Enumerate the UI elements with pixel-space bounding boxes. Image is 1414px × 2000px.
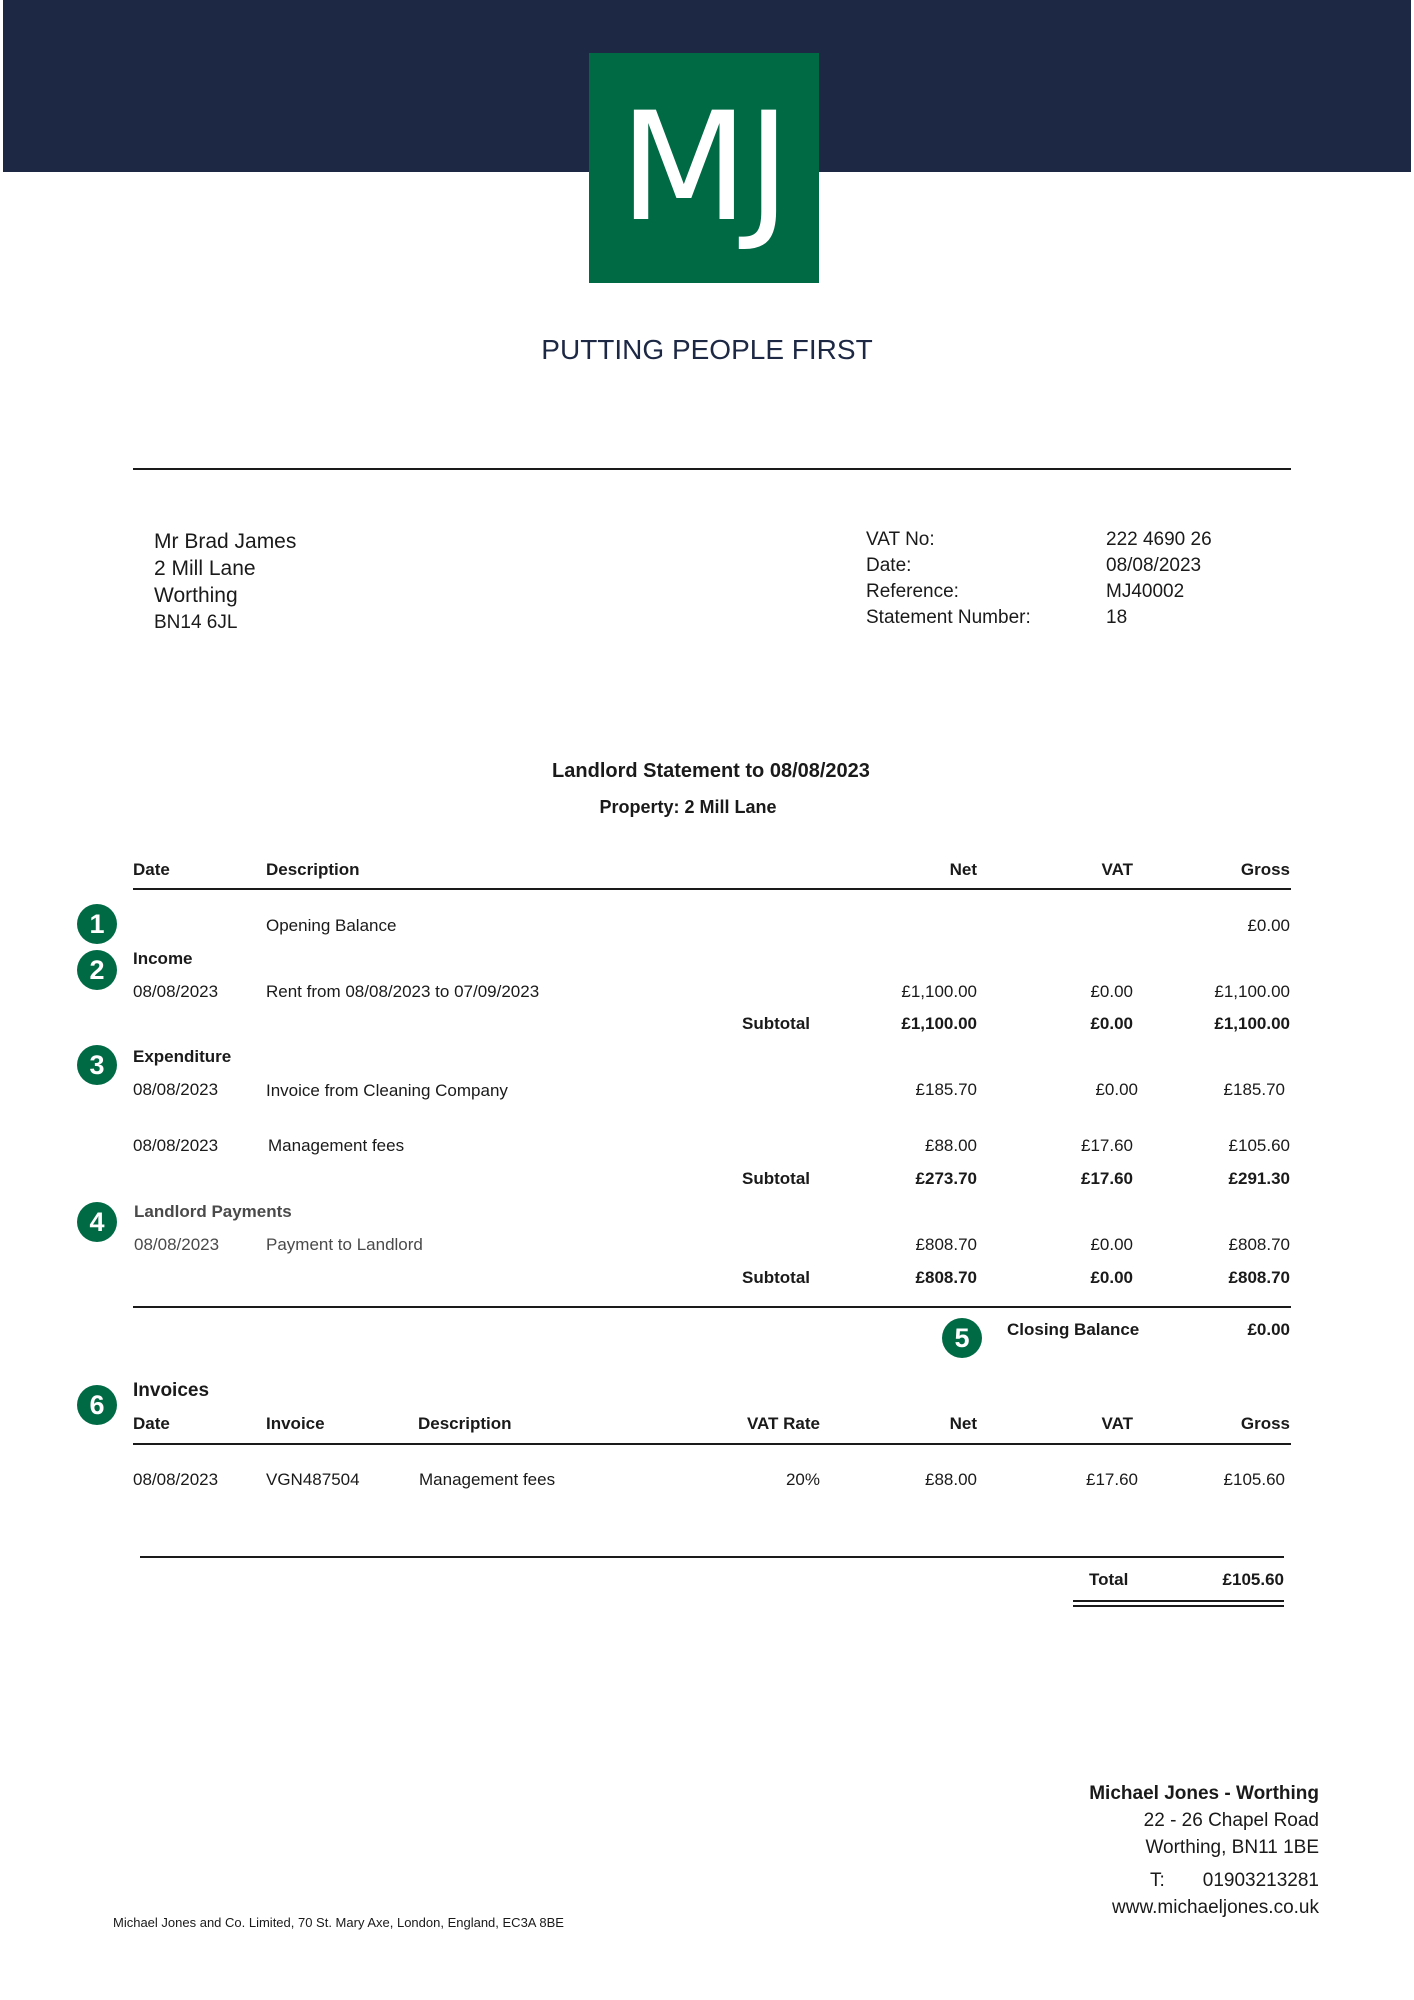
subtotal-vat: £0.00 bbox=[1090, 1268, 1133, 1287]
office-town: Worthing, BN11 1BE bbox=[1145, 1837, 1319, 1858]
subtotal-label: Subtotal bbox=[742, 1169, 810, 1188]
row-date: 08/08/2023 bbox=[134, 1235, 220, 1254]
inv-header-vat: VAT bbox=[1101, 1414, 1133, 1433]
row-net: £88.00 bbox=[925, 1136, 977, 1155]
subtotal-gross: £1,100.00 bbox=[1214, 1014, 1290, 1033]
section-heading-invoices: Invoices bbox=[133, 1380, 210, 1401]
inv-vat: £17.60 bbox=[1086, 1470, 1138, 1489]
row-gross: £808.70 bbox=[1228, 1235, 1290, 1254]
inv-header-net: Net bbox=[949, 1414, 977, 1433]
inv-number: VGN487504 bbox=[266, 1470, 360, 1489]
subtotal-net: £273.70 bbox=[915, 1169, 977, 1188]
row-date: 08/08/2023 bbox=[133, 982, 219, 1001]
office-street: 22 - 26 Chapel Road bbox=[1143, 1810, 1319, 1831]
section-heading-expenditure: Expenditure bbox=[133, 1047, 232, 1066]
row-date: 08/08/2023 bbox=[133, 1080, 219, 1099]
row-description: Rent from 08/08/2023 to 07/09/2023 bbox=[266, 982, 540, 1001]
row-description: Management fees bbox=[268, 1136, 405, 1155]
col-header-date: Date bbox=[133, 860, 170, 879]
inv-header-description: Description bbox=[418, 1414, 512, 1433]
header-divider bbox=[133, 468, 1291, 470]
meta-value: 18 bbox=[1106, 607, 1128, 628]
subtotal-net: £808.70 bbox=[915, 1268, 977, 1287]
row-vat: £0.00 bbox=[1090, 982, 1133, 1001]
statement-title: Landlord Statement to 08/08/2023 bbox=[552, 760, 870, 782]
step-badge: 2 bbox=[77, 950, 117, 990]
inv-net: £88.00 bbox=[925, 1470, 977, 1489]
invoices-total-label: Total bbox=[1089, 1570, 1129, 1589]
meta-label: Reference: bbox=[866, 581, 959, 602]
recipient-name: Mr Brad James bbox=[154, 530, 297, 553]
section-heading-income: Income bbox=[133, 949, 193, 968]
total-divider bbox=[140, 1556, 1284, 1558]
closing-divider bbox=[133, 1306, 1291, 1308]
subtotal-vat: £17.60 bbox=[1081, 1169, 1133, 1188]
recipient-town: Worthing bbox=[154, 584, 238, 607]
meta-row bbox=[866, 553, 1212, 579]
row-description: Payment to Landlord bbox=[266, 1235, 423, 1254]
meta-label: Date: bbox=[866, 555, 912, 576]
step-badge: 5 bbox=[942, 1318, 982, 1358]
step-badge: 3 bbox=[77, 1045, 117, 1085]
subtotal-label: Subtotal bbox=[742, 1014, 810, 1033]
col-header-vat: VAT bbox=[1101, 860, 1133, 879]
subtotal-gross: £291.30 bbox=[1228, 1169, 1290, 1188]
row-vat: £17.60 bbox=[1081, 1136, 1133, 1155]
statement-meta bbox=[866, 527, 1212, 631]
row-net: £185.70 bbox=[915, 1080, 977, 1099]
col-header-gross: Gross bbox=[1240, 860, 1290, 879]
company-logo: MJ bbox=[589, 53, 819, 283]
subtotal-net: £1,100.00 bbox=[901, 1014, 977, 1033]
legal-footer: Michael Jones and Co. Limited, 70 St. Mary Axe, London, England, EC3A 8BE bbox=[113, 1915, 564, 1930]
row-vat: £0.00 bbox=[1095, 1080, 1138, 1099]
col-header-net: Net bbox=[949, 860, 977, 879]
closing-balance-value: £0.00 bbox=[1247, 1320, 1290, 1339]
inv-header-vat-rate: VAT Rate bbox=[746, 1414, 820, 1433]
col-header-description: Description bbox=[266, 860, 360, 879]
opening-balance-label: Opening Balance bbox=[266, 916, 397, 935]
closing-balance-label: Closing Balance bbox=[1007, 1320, 1140, 1339]
inv-gross: £105.60 bbox=[1223, 1470, 1285, 1489]
meta-value: MJ40002 bbox=[1106, 581, 1185, 602]
office-address bbox=[1089, 1780, 1319, 1921]
step-badge: 6 bbox=[77, 1385, 117, 1425]
property-title: Property: 2 Mill Lane bbox=[599, 797, 777, 817]
step-badge: 4 bbox=[77, 1202, 117, 1242]
double-underline-bottom bbox=[1073, 1605, 1284, 1607]
office-phone: 01903213281 bbox=[1202, 1870, 1319, 1891]
double-underline-top bbox=[1073, 1600, 1284, 1602]
inv-header-date: Date bbox=[133, 1414, 170, 1433]
inv-description: Management fees bbox=[419, 1470, 556, 1489]
tagline: PUTTING PEOPLE FIRST bbox=[541, 334, 873, 365]
subtotal-label: Subtotal bbox=[742, 1268, 810, 1287]
phone-label: T: bbox=[1149, 1870, 1165, 1891]
row-net: £808.70 bbox=[915, 1235, 977, 1254]
recipient-address bbox=[154, 528, 296, 636]
invoice-header-divider bbox=[133, 1443, 1291, 1445]
table-header-divider bbox=[133, 888, 1291, 890]
meta-label: VAT No: bbox=[866, 529, 935, 550]
inv-date: 08/08/2023 bbox=[133, 1470, 219, 1489]
subtotal-gross: £808.70 bbox=[1228, 1268, 1290, 1287]
inv-vat-rate: 20% bbox=[785, 1470, 820, 1489]
recipient-postcode: BN14 6JL bbox=[154, 612, 238, 633]
inv-header-gross: Gross bbox=[1240, 1414, 1290, 1433]
meta-label: Statement Number: bbox=[866, 607, 1031, 628]
row-vat: £0.00 bbox=[1090, 1235, 1133, 1254]
meta-row bbox=[866, 527, 1212, 553]
row-gross: £1,100.00 bbox=[1214, 982, 1290, 1001]
office-phone-row bbox=[1089, 1867, 1319, 1894]
row-gross: £105.60 bbox=[1228, 1136, 1290, 1155]
office-name: Michael Jones - Worthing bbox=[1089, 1783, 1319, 1804]
invoices-total-value: £105.60 bbox=[1222, 1570, 1284, 1589]
opening-balance-value: £0.00 bbox=[1247, 916, 1290, 935]
section-heading-landlord-payments: Landlord Payments bbox=[134, 1202, 292, 1221]
meta-row bbox=[866, 605, 1212, 631]
step-badge: 1 bbox=[77, 904, 117, 944]
row-date: 08/08/2023 bbox=[133, 1136, 219, 1155]
meta-row bbox=[866, 579, 1212, 605]
row-net: £1,100.00 bbox=[901, 982, 977, 1001]
office-website[interactable]: www.michaeljones.co.uk bbox=[1112, 1897, 1319, 1918]
recipient-line1: 2 Mill Lane bbox=[154, 557, 256, 580]
subtotal-vat: £0.00 bbox=[1090, 1014, 1133, 1033]
row-gross: £185.70 bbox=[1223, 1080, 1285, 1099]
meta-value: 08/08/2023 bbox=[1106, 555, 1202, 576]
row-description: Invoice from Cleaning Company bbox=[266, 1081, 508, 1100]
inv-header-invoice: Invoice bbox=[266, 1414, 325, 1433]
meta-value: 222 4690 26 bbox=[1106, 529, 1212, 550]
